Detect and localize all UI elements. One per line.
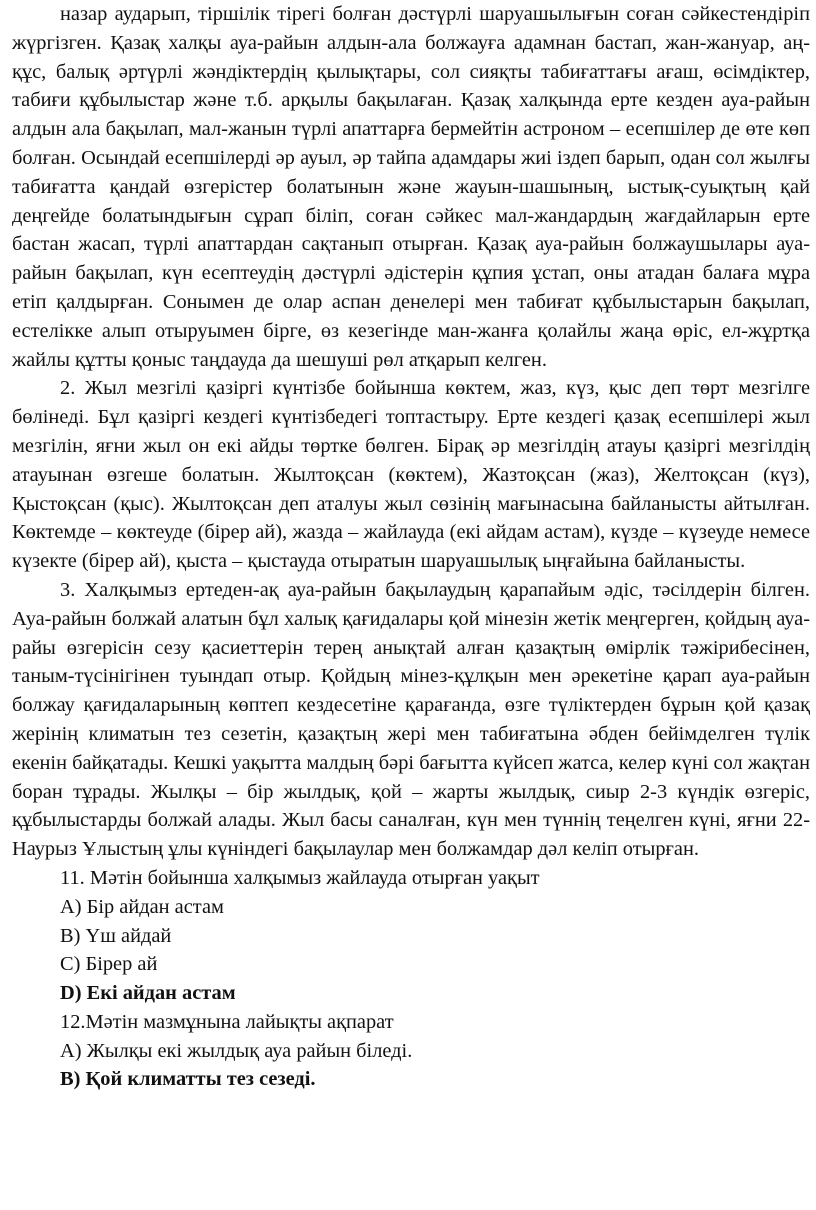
question-12: 12.Мәтін мазмұнына лайықты ақпарат xyxy=(60,1010,394,1033)
question-12-option-b-answer: B) Қой климатты тез сезеді. xyxy=(60,1068,316,1091)
paragraph-2: 2. Жыл мезгілі қазіргі күнтізбе бойынша көктем, жаз, күз, қыс деп төрт мезгілге бөлінеді. Бұл қазіргі кездегі күнтізбедегі топтастыру. Ерте кездегі қазақ есепшілері жыл мезгілін, яғни жыл он екі айды төртке бөлген. Бірақ әр мезгілдің атауы қазіргі мезгілдің атауынан өзгеше болатын. Жылтоқсан (көктем), Жазтоқсан (жаз), Желтоқсан (күз), Қыстоқсан (қыс). Жылтоқсан деп аталуы жыл сөзінің мағынасына байланысты айтылған. Көктемде – көктеуде (бірер ай), жазда – жайлауда (екі айдам астам), күзде – күзеуде немесе күзекте (бірер ай), қыста – қыстауда отыратын шаруашылық ыңғайына байланысты. xyxy=(12,377,810,573)
paragraph-1: назар аударып, тіршілік тірегі болған дәстүрлі шаруашылығын соған сәйкестендіріп жүргізген. Қазақ халқы ауа-райын алдын-ала болжауға адамнан бастап, жан-жануар, аң-құс, балық әртүрлі жәндіктердің қылықтары, сол сияқты табиғаттағы ағаш, өсімдіктер, табиғи құбылыстар және т.б. арқылы бақылаған. Қазақ халқында ерте кезден ауа-райын алдын ала бақылап, мал-жанын түрлі апаттарға бермейтін астроном – есепшілер де өте көп болған. Осындай есепшілерді әр ауыл, әр тайпа адамдары жиі іздеп барып, одан сол жылғы табиғатта қандай өзгерістер болатынын және жауын-шашының, ыстық-суықтың қай деңгейде болатындығын сұрап біліп, соған сәйкес мал-жандардың жағдайларын ерте бастан жасап, түрлі апаттардан сақтанып отырған. Қазақ ауа-райын болжаушылары ауа-райын бақылап, күн есептеудің дәстүрлі әдістерін құпия ұстап, оны атадан балаға мұра етіп қалдырған. Сонымен де олар аспан денелері мен табиғат құбылыстарын бақылап, естелікке алып отыруымен бірге, өз кезегінде ман-жанға қолайлы жаңа өріс, ел-жұртқа жайлы құтты қоныс таңдауда да шешуші рөл атқарып келген. xyxy=(12,3,810,371)
paragraph-3: 3. Халқымыз ертеден-ақ ауа-райын бақылаудың қарапайым әдіс, тәсілдерін білген. Ауа-райын болжай алатын бұл халық қағидалары қой мінезін жетік меңгерген, қойдың ауа-райы өзгерісін сезу қасиеттерін терең анықтай алған қазақтың өмірлік тәжірибесінен, таным-түсінігінен туындап отыр. Қойдың мінез-құлқын мен әрекетіне қарап ауа-райын болжау қағидаларының көптеп кездесетіне қарағанда, өзге түліктерден бұрын қой қазақ жерінің климатын тез сезетін, қазақтың жері мен табиғатына әбден бейімделген түлік екенін байқатады. Кешкі уақытта малдың бәрі бағытта күйсеп жатса, келер күні сол жақтан боран тұрады. Жылқы – бір жылдық, қой – жарты жылдық, сиыр 2-3 күндік өзгеріс, құбылыстарды болжай алады. Жыл басы саналған, күн мен түннің теңелген күні, яғни 22-Наурыз Ұлыстың ұлы күніндегі бақылаулар мен болжамдар дәл келіп отырған. xyxy=(12,578,810,861)
question-11-option-c: C) Бірер ай xyxy=(60,953,158,976)
question-11-option-b: B) Үш айдай xyxy=(60,924,172,947)
question-11-option-a: A) Бір айдан астам xyxy=(60,895,224,918)
question-11: 11. Мәтін бойынша халқымыз жайлауда отырған уақыт xyxy=(60,866,540,889)
question-11-option-d-answer: D) Екі айдан астам xyxy=(60,982,236,1005)
question-12-option-a: A) Жылқы екі жылдық ауа райын біледі. xyxy=(60,1039,413,1062)
